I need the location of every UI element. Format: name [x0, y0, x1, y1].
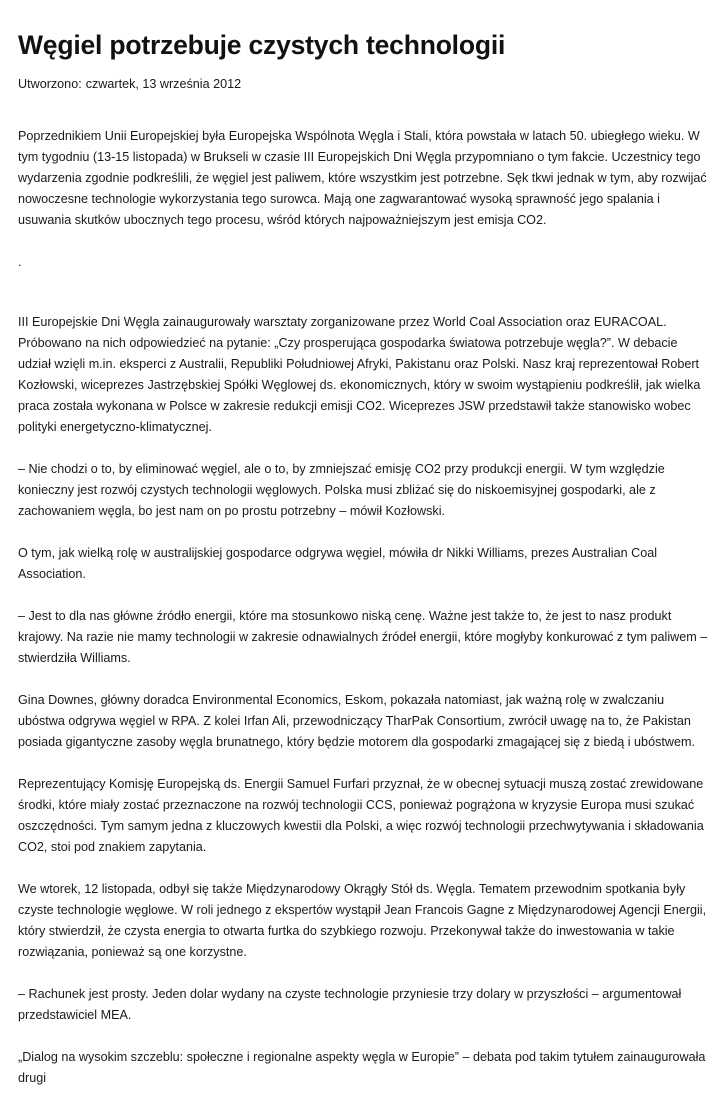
paragraph: – Rachunek jest prosty. Jeden dolar wydany na czyste technologie przyniesie trzy dolary w przyszłości – argumentował przedstawiciel MEA. — [18, 987, 682, 1022]
paragraph: III Europejskie Dni Węgla zainaugurowały warsztaty zorganizowane przez World Coal Association oraz EURACOAL. Próbowano na nich odpowiedzieć na pytanie: „Czy prosperująca gospodarka światowa potrzebuje węgla?”. W debacie udział wzięli m.in. eksperci z Australii, Republiki Południowej Afryki, Pakistanu oraz Polski. Nasz kraj reprezentował Robert Kozłowski, wiceprezes Jastrzębskiej Spółki Węglowej ds. ekonomicznych, który w swoim wystąpieniu podkreślił, jak wielka praca została wykonana w Polsce w zakresie redukcji emisji CO2. Wiceprezes JSW przedstawił także stanowisko wobec polityki energetyczno-klimatycznej. — [18, 315, 701, 434]
paragraph: O tym, jak wielką rolę w australijskiej gospodarce odgrywa węgiel, mówiła dr Nikki Williams, prezes Australian Coal Association. — [18, 546, 658, 581]
paragraph: We wtorek, 12 listopada, odbył się także Międzynarodowy Okrągły Stół ds. Węgla. Tematem przewodnim spotkania były czyste technologie węglowe. W roli jednego z ekspertów wystąpił Jean Francois Gagne z Międzynarodowej Agencji Energii, który stwierdził, że czysta energia to otwarta furtka do szybkiego rozwoju. Przekonywał także do inwestowania w takie rozwiązania, ponieważ są one korzystne. — [18, 882, 707, 959]
created-line — [18, 75, 708, 93]
article-title: Węgiel potrzebuje czystych technologii — [18, 30, 506, 60]
article-body — [18, 126, 708, 1089]
paragraph: Gina Downes, główny doradca Environmental Economics, Eskom, pokazała natomiast, jak ważną rolę w zwalczaniu ubóstwa odgrywa węgiel w RPA. Z kolei Irfan Ali, przewodniczący TharPak Consortium, zwrócił uwagę na to, że Pakistan posiada gigantyczne zasoby węgla brunatnego, który będzie motorem dla gospodarki zmagającej się z biedą i ubóstwem. — [18, 693, 695, 749]
paragraph: „Dialog na wysokim szczeblu: społeczne i regionalne aspekty węgla w Europie” – debata pod takim tytułem zainaugurowała drugi — [18, 1050, 706, 1085]
created-date: czwartek, 13 września 2012 — [85, 77, 242, 91]
paragraph: Reprezentujący Komisję Europejską ds. Energii Samuel Furfari przyznał, że w obecnej sytuacji muszą zostać zrewidowane środki, które miały zostać przeznaczone na rozwój technologii CCS, ponieważ pogrążona w kryzysie Europa musi szukać oszczędności. Tym samym jedna z kluczowych kwestii dla Polski, a więc rozwój technologii przechwytywania i składowania CO2, stoi pod znakiem zapytania. — [18, 777, 704, 854]
paragraph-separator: . — [18, 255, 22, 269]
paragraph: Poprzednikiem Unii Europejskiej była Europejska Wspólnota Węgla i Stali, która powstała w latach 50. ubiegłego wieku. W tym tygodniu (13-15 listopada) w Brukseli w czasie III Europejskich Dni Węgla przypomniano o tym fakcie. Uczestnicy tego wydarzenia zgodnie podkreślili, że węgiel jest paliwem, które wszystkim jest potrzebne. Sęk tkwi jednak w tym, aby rozwijać nowoczesne technologie wykorzystania tego surowca. Mają one zagwarantować wysoką sprawność jego spalania i usuwania skutków ubocznych tego procesu, wśród których najpoważniejszym jest emisja CO2. — [18, 129, 707, 227]
created-label: Utworzono: — [18, 77, 82, 91]
paragraph: – Nie chodzi o to, by eliminować węgiel, ale o to, by zmniejszać emisję CO2 przy produkcji energii. W tym względzie konieczny jest rozwój czystych technologii węglowych. Polska musi zbliżać się do niskoemisyjnej gospodarki, ale z zachowaniem węgla, bo jest nam on po prostu potrzebny – mówił Kozłowski. — [18, 462, 665, 518]
paragraph: – Jest to dla nas główne źródło energii, które ma stosunkowo niską cenę. Ważne jest także to, że jest to nasz produkt krajowy. Na razie nie mamy technologii w zakresie odnawialnych źródeł energii, które mogłyby konkurować z tym paliwem – stwierdziła Williams. — [18, 609, 708, 665]
document-page — [18, 28, 708, 1110]
